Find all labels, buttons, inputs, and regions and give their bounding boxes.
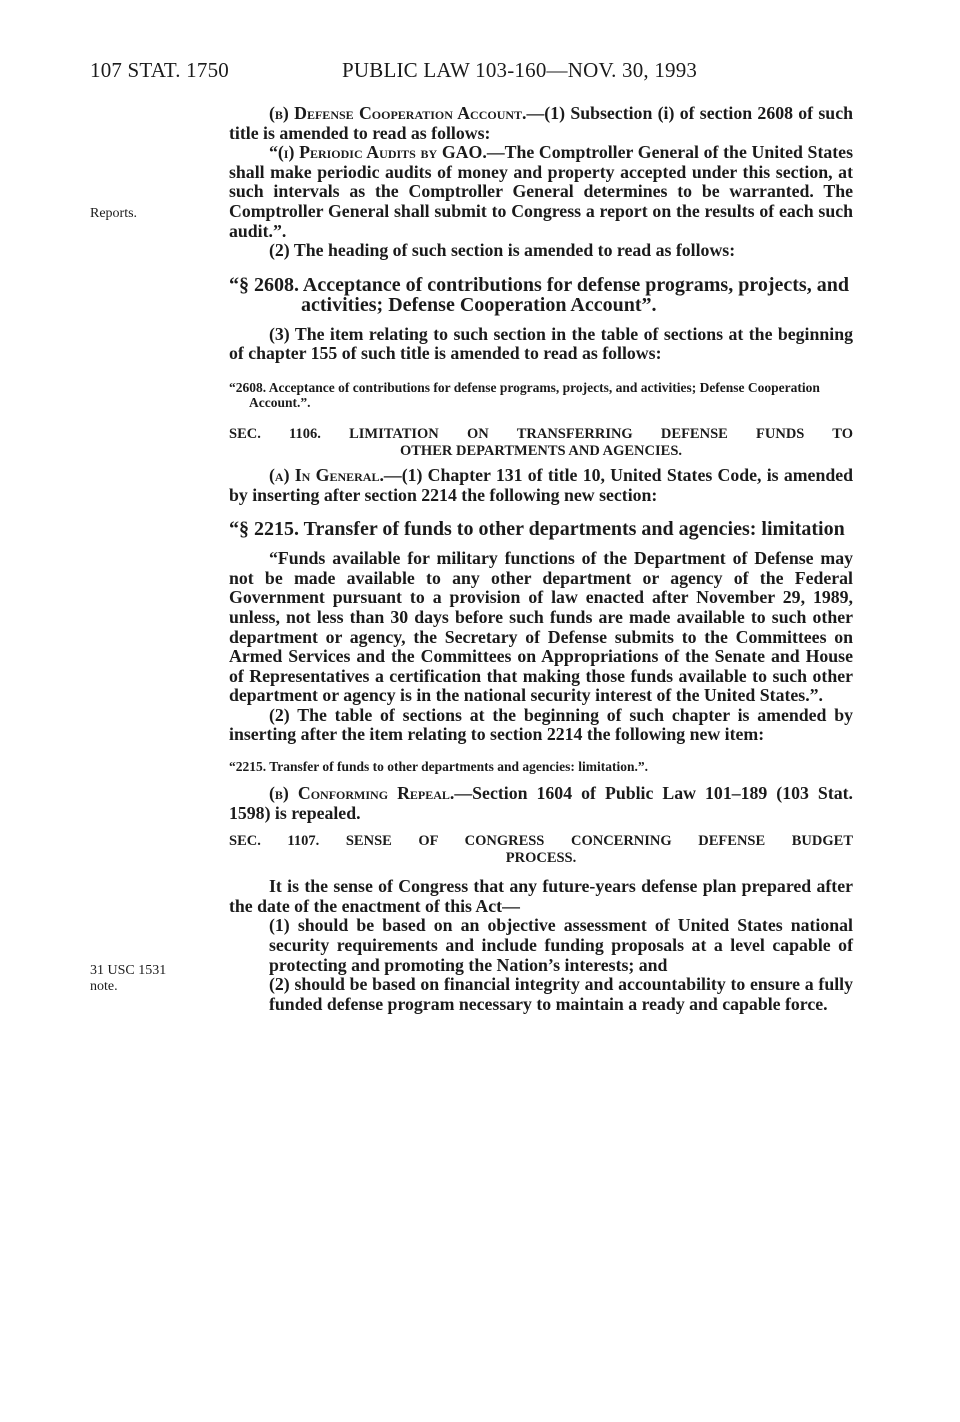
margin-note-usc [90, 963, 166, 995]
margin-note-usc-line2: note. [90, 979, 118, 994]
paragraph-in-general [229, 466, 853, 505]
subsection-heading: (a) In General. [269, 464, 384, 485]
paragraph-conforming-repeal [229, 784, 853, 823]
paragraph-text: —Section 1604 of Public Law 101–189 (103 Stat. 1598) is repealed. [229, 783, 853, 823]
section-1106-title [229, 426, 853, 460]
table-item-2608: “2608. Acceptance of contributions for defense programs, projects, and activities; Defense Cooperation Account.”. [229, 379, 820, 410]
paragraph-text: —(1) Subsection (i) of section 2608 of such title is amended to read as follows: [229, 103, 853, 143]
section-2608-heading: “§ 2608. Acceptance of contributions for defense programs, projects, and activities; Defense Cooperation Account”. [229, 273, 849, 316]
list-item-2: (2) should be based on financial integrity and accountability to ensure a fully funded defense program necessary to maintain a ready and capable force. [269, 974, 853, 1014]
paragraph-defense-cooperation-account [229, 104, 853, 143]
section-2215-heading: “§ 2215. Transfer of funds to other departments and agencies: limitation [229, 518, 845, 541]
paragraph-table-amendment: (3) The item relating to such section in the table of sections at the beginning of chapter 155 of such title is amended to read as follows: [229, 323, 853, 364]
subsection-heading: “(i) Periodic Audits by GAO. [269, 142, 487, 163]
paragraph-text: —(1) Chapter 131 of title 10, United States Code, is amended by inserting after section 2214 the following new section: [229, 464, 853, 505]
body-column [229, 104, 853, 1014]
paragraph-heading-amendment: (2) The heading of such section is amended to read as follows: [269, 240, 736, 261]
stat-reference: 107 STAT. 1750 [90, 58, 229, 82]
margin-note-reports: Reports. [90, 206, 138, 221]
section-1107-title-line1: SEC. 1107. SENSE OF CONGRESS CONCERNING DEFENSE BUDGET [229, 833, 853, 850]
paragraph-sense-of-congress: It is the sense of Congress that any future-years defense plan prepared after the date of the enactment of this Act— [229, 876, 853, 916]
paragraph-table-of-sections: (2) The table of sections at the beginning of such chapter is amended by inserting after the item relating to section 2214 the following new item: [229, 704, 853, 745]
section-1106-title-line2: OTHER DEPARTMENTS AND AGENCIES. [399, 442, 683, 459]
paragraph-text: —The Comptroller General of the United States shall make periodic audits of money and property accepted under this section, at such intervals as the Comptroller General determines to be warranted. The Comptroller General shall submit to Congress a report on the results of each such audit.”. [229, 142, 853, 241]
section-1106-title-line1: SEC. 1106. LIMITATION ON TRANSFERRING DEFENSE FUNDS TO [229, 425, 853, 442]
paragraph-periodic-audits [229, 143, 853, 241]
section-1107-title-line2: PROCESS. [505, 850, 577, 867]
law-reference: PUBLIC LAW 103-160—NOV. 30, 1993 [342, 58, 698, 82]
list-item-1: (1) should be based on an objective assessment of United States national security requirements and include funding proposals at a level capable of protecting and promoting the Nation’s interests; and [269, 915, 853, 975]
subsection-heading: (b) Defense Cooperation Account. [269, 103, 527, 123]
paragraph-funds-available: “Funds available for military functions of the Department of Defense may not be made available to any other department or agency of the Federal Government pursuant to a provision of law enacted after November 29, 1989, unless, not less than 30 days before such funds are made available to such other department or agency, the Secretary of Defense submits to the Committees on Armed Services and the Committees on Appropriations of the Senate and House of Representatives a certification that making those funds available to such other department or agency is in the national security interest of the United States.”. [229, 548, 853, 706]
table-item-2215: “2215. Transfer of funds to other departments and agencies: limitation.”. [229, 759, 648, 775]
margin-note-usc-line1: 31 USC 1531 [90, 963, 167, 978]
subsection-heading: (b) Conforming Repeal. [269, 783, 455, 804]
section-1107-title [229, 833, 853, 867]
